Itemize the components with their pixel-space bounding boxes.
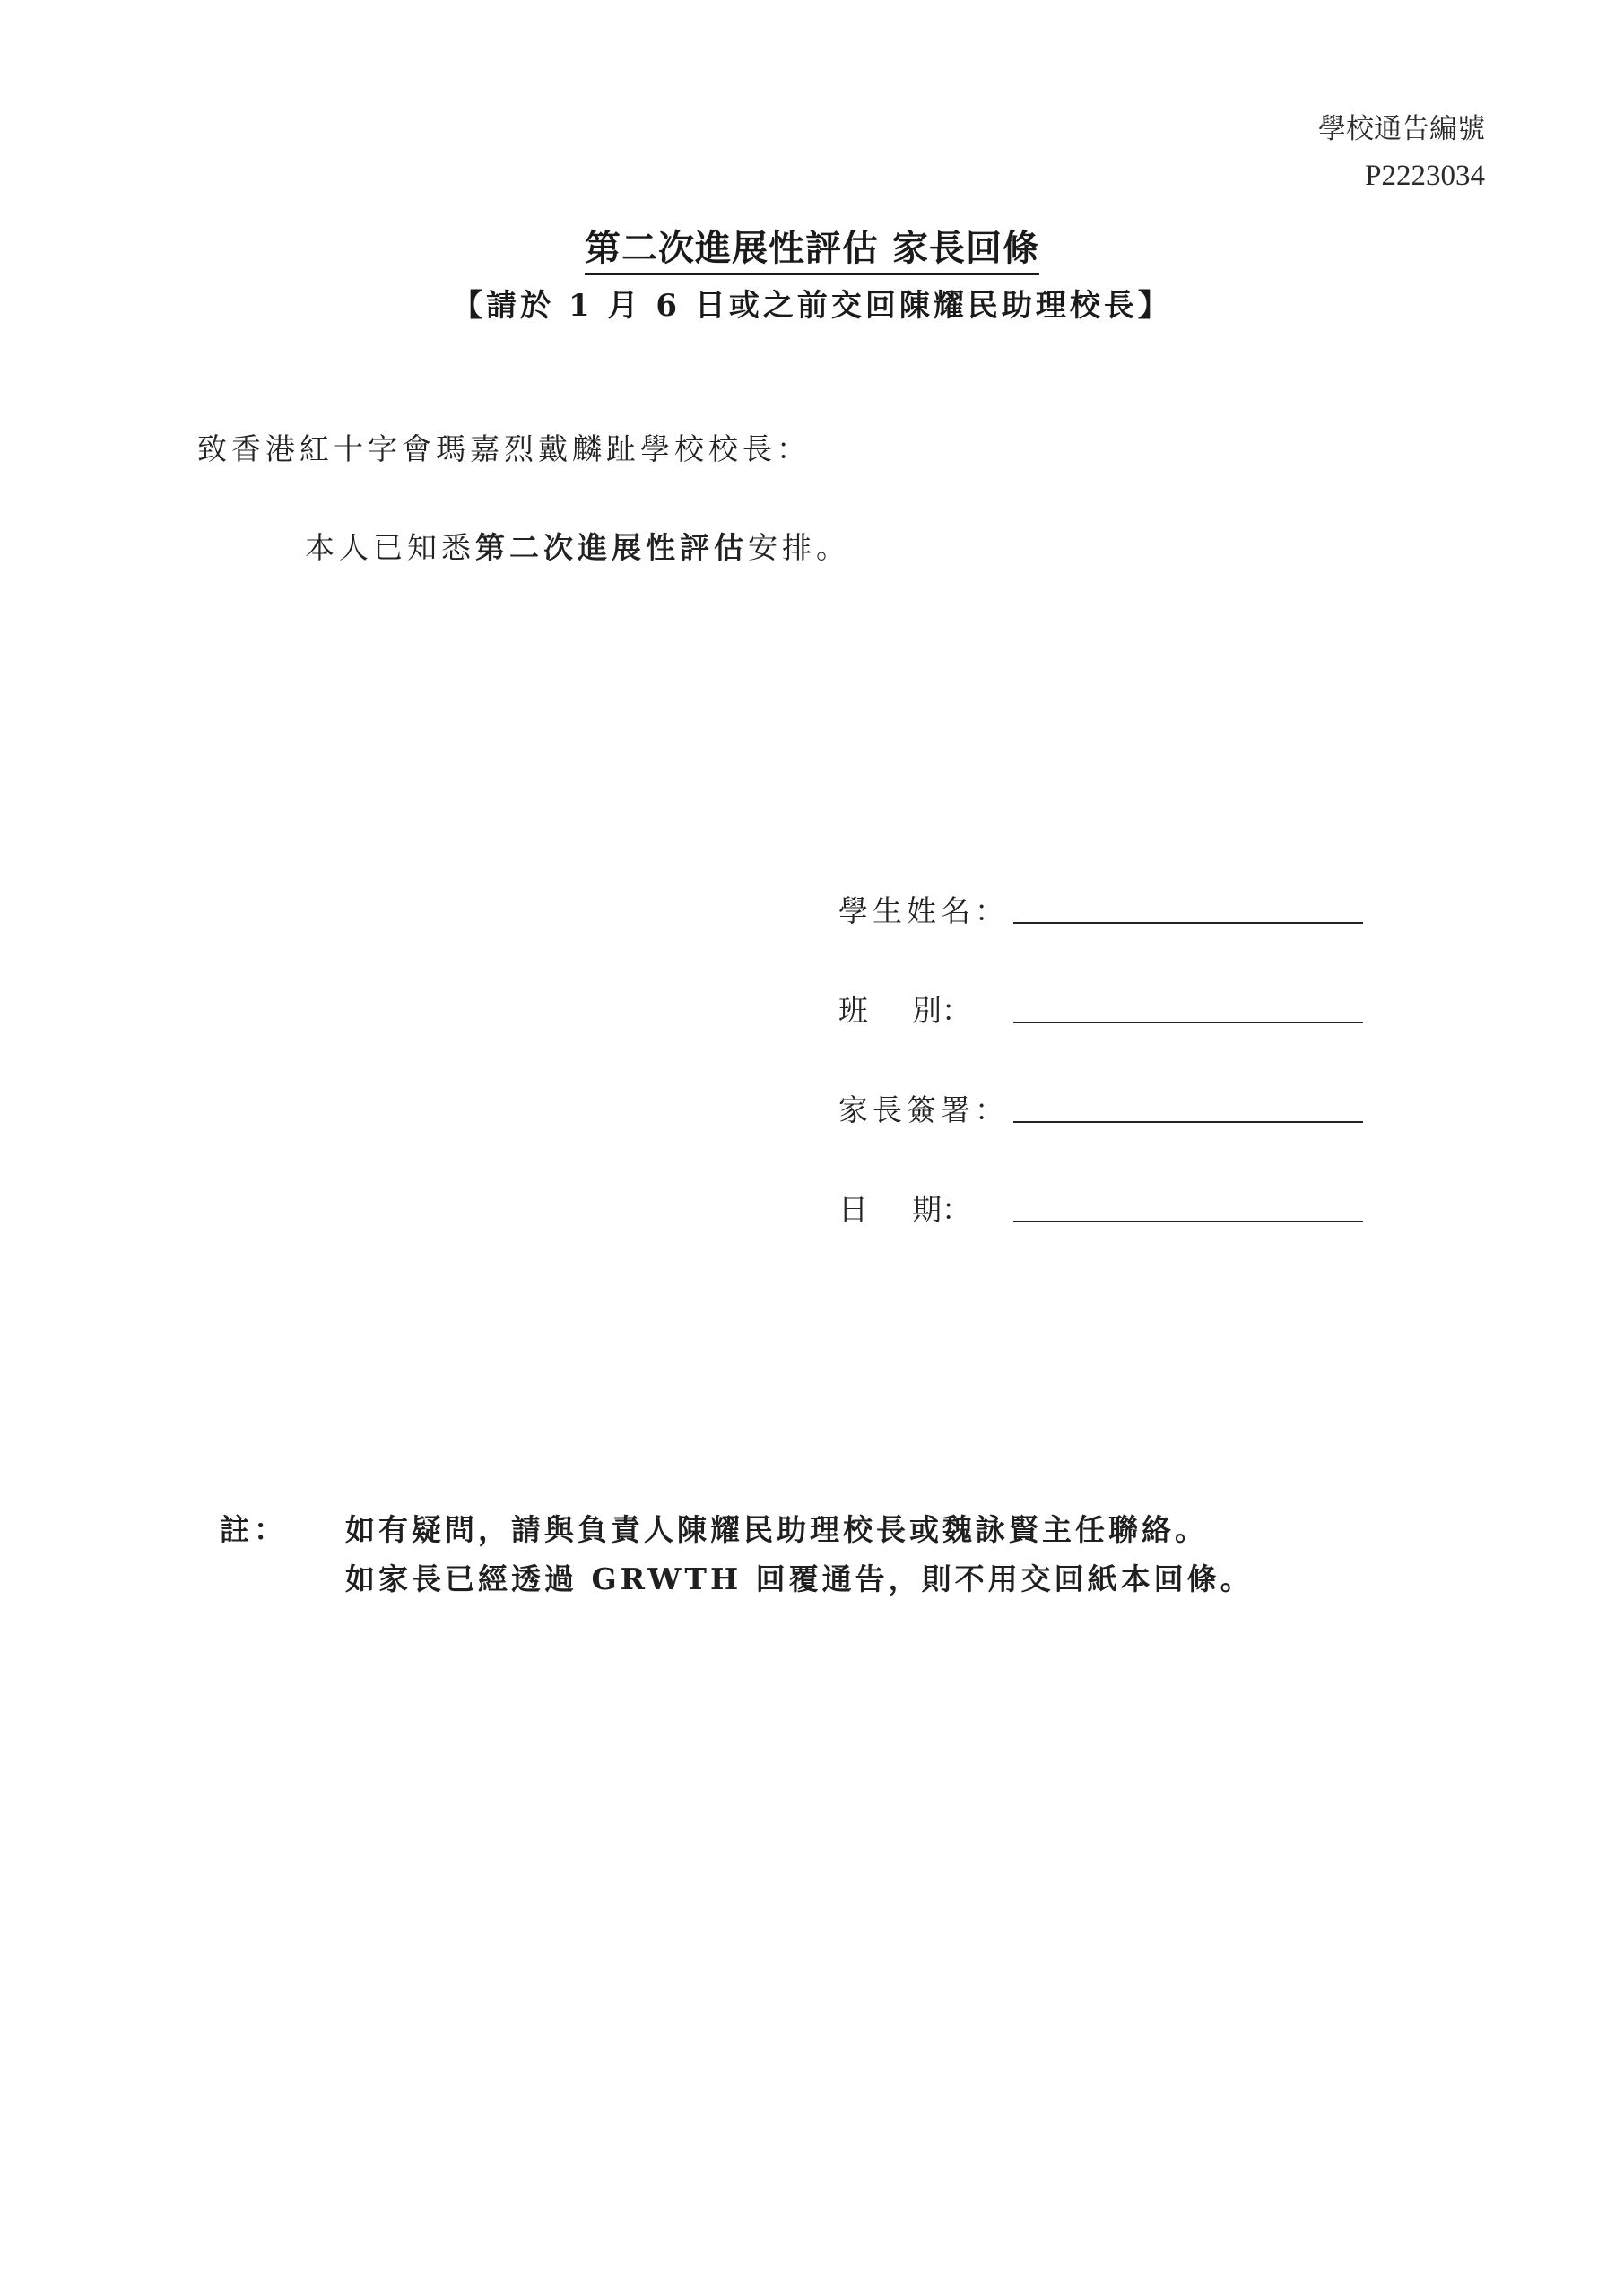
class-label bbox=[838, 987, 971, 1030]
class-label-rest: 別： bbox=[912, 993, 971, 1028]
parent-signature-field[interactable] bbox=[838, 1087, 1421, 1187]
notice-number-block bbox=[1318, 106, 1485, 199]
class-label-char: 班 bbox=[838, 993, 868, 1028]
page-subtitle: 【請於 1 月 6 日或之前交回陳耀民助理校長】 bbox=[452, 288, 1172, 324]
note-line-2: 如家長已經透過 GRWTH 回覆通告，則不用交回紙本回條。 bbox=[345, 1561, 1254, 1596]
date-field[interactable] bbox=[838, 1187, 1421, 1286]
date-line[interactable] bbox=[1013, 1221, 1363, 1222]
student-name-line[interactable] bbox=[1013, 922, 1363, 924]
notice-number: P2223034 bbox=[1365, 160, 1485, 192]
note-line-1: 如有疑問，請與負責人陳耀民助理校長或魏詠賢主任聯絡。 bbox=[345, 1512, 1208, 1547]
notice-number-label: 學校通告編號 bbox=[1318, 113, 1485, 145]
statement-prefix: 本人已知悉 bbox=[305, 530, 475, 565]
student-name-field[interactable] bbox=[838, 888, 1421, 987]
reply-form-fields bbox=[838, 888, 1421, 1286]
class-field[interactable] bbox=[838, 987, 1421, 1087]
salutation: 致香港紅十字會瑪嘉烈戴麟趾學校校長： bbox=[197, 431, 811, 466]
statement-suffix: 安排。 bbox=[748, 530, 850, 565]
statement-emphasis: 第二次進展性評估 bbox=[475, 530, 748, 565]
date-label-char: 日 bbox=[838, 1192, 868, 1227]
class-line[interactable] bbox=[1013, 1022, 1363, 1023]
student-name-label: 學生姓名： bbox=[838, 893, 1009, 928]
parent-signature-label: 家長簽署： bbox=[838, 1092, 1009, 1127]
acknowledgement-statement bbox=[305, 525, 850, 567]
page-title-wrap bbox=[0, 220, 1624, 275]
notes-label: 註： bbox=[220, 1512, 288, 1547]
date-label-rest: 期： bbox=[912, 1192, 971, 1227]
page-title: 第二次進展性評估 家長回條 bbox=[585, 220, 1039, 275]
date-label bbox=[838, 1187, 971, 1229]
parent-signature-line[interactable] bbox=[1013, 1121, 1363, 1123]
